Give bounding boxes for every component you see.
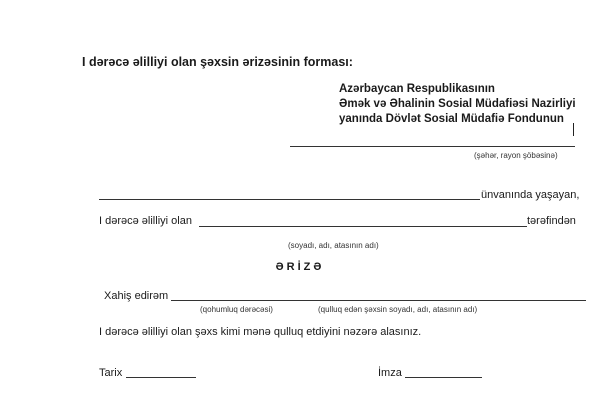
address-line-2: Əmək və Əhalinin Sosial Müdafiəsi Nazirliyi (339, 98, 576, 110)
applicant-name-field-line[interactable] (199, 226, 527, 227)
office-field-line[interactable] (290, 146, 575, 147)
residing-label: ünvanında yaşayan, (481, 189, 580, 201)
request-label: Xahiş edirəm (104, 290, 169, 302)
application-heading: ƏRİZƏ (275, 261, 325, 273)
statement-text: I dərəcə əlilliyi olan şəxs kimi mənə qulluq etdiyini nəzərə alasınız. (99, 326, 422, 338)
text-cursor (573, 123, 574, 136)
address-line-3: yanında Dövlət Sosial Müdafiə Fondunun (339, 113, 564, 125)
office-hint: (şəhər, rayon şöbəsinə) (474, 151, 558, 160)
signature-label: İmza (378, 367, 402, 379)
kinship-hint: (qohumluq dərəcəsi) (200, 305, 273, 314)
date-label: Tarix (99, 367, 123, 379)
name-hint: (soyadı, adı, atasının adı) (288, 241, 379, 250)
disabled-prefix-label: I dərəcə əlilliyi olan (99, 215, 192, 227)
caregiver-hint: (qulluq edən şəxsin soyadı, adı, atasının adı) (318, 305, 478, 314)
signature-field-line[interactable] (405, 377, 482, 378)
request-field-line[interactable] (171, 300, 586, 301)
form-title: I dərəcə əlilliyi olan şəxsin ərizəsinin forması: (82, 55, 353, 69)
address-line-1: Azərbaycan Respublikasının (339, 83, 495, 95)
address-field-line[interactable] (99, 199, 480, 200)
date-field-line[interactable] (126, 377, 196, 378)
by-label: tərəfindən (527, 215, 576, 227)
